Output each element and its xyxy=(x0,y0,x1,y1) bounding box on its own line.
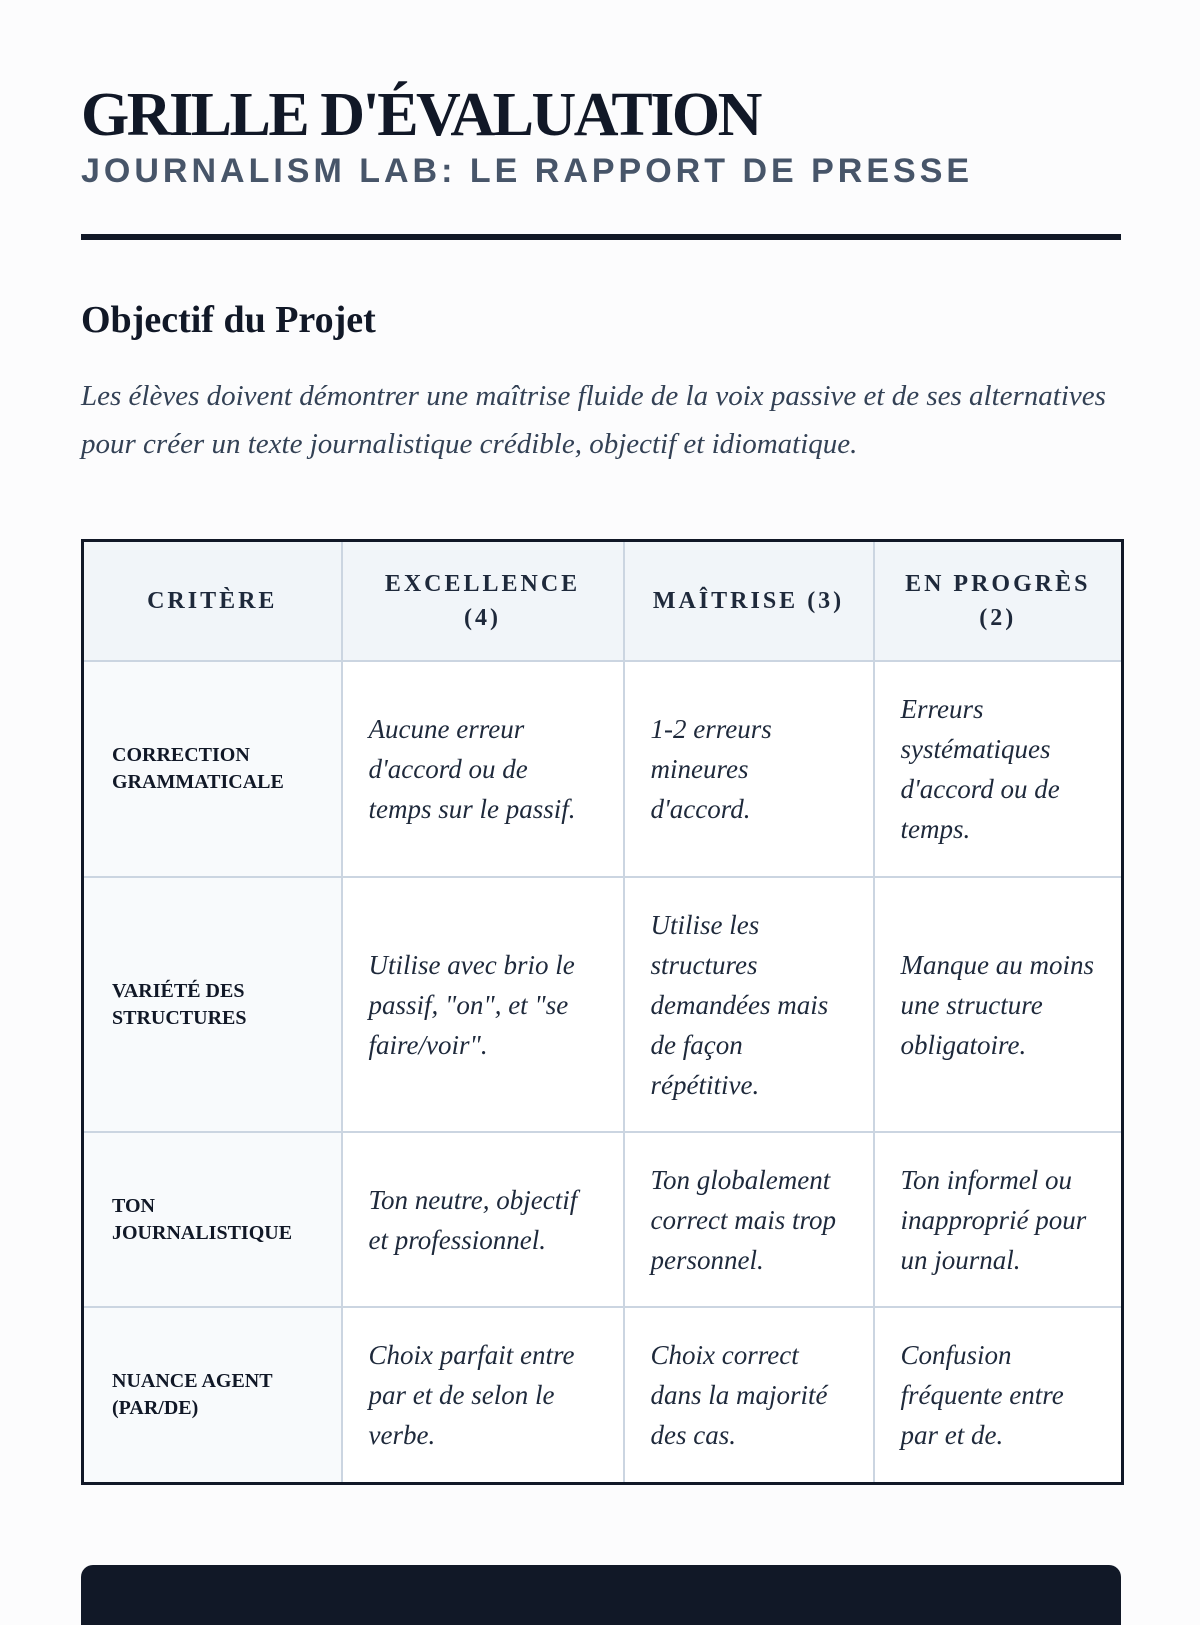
excellence-cell: Ton neutre, objectif et professionnel. xyxy=(342,1132,624,1307)
header-divider xyxy=(81,234,1121,240)
progres-cell: Confusion fréquente entre par et de. xyxy=(874,1307,1123,1483)
table-row xyxy=(83,877,1123,1132)
page-title: GRILLE D'ÉVALUATION xyxy=(81,81,760,149)
excellence-cell: Utilise avec brio le passif, "on", et "se faire/voir". xyxy=(342,877,624,1132)
column-header-excellence: EXCELLENCE (4) xyxy=(342,541,624,662)
table-row xyxy=(83,661,1123,877)
excellence-cell: Choix parfait entre par et de selon le verbe. xyxy=(342,1307,624,1483)
maitrise-cell: Choix correct dans la majorité des cas. xyxy=(624,1307,874,1483)
objective-text: Les élèves doivent démontrer une maîtrise fluide de la voix passive et de ses alternatives pour créer un texte journalistique crédible, objectif et idiomatique. xyxy=(81,380,1106,460)
maitrise-cell: Utilise les structures demandées mais de façon répétitive. xyxy=(624,877,874,1132)
rubric-header-row xyxy=(83,541,1123,662)
table-row xyxy=(83,1307,1123,1483)
maitrise-cell: Ton globalement correct mais trop personnel. xyxy=(624,1132,874,1307)
table-row xyxy=(83,1132,1123,1307)
footer-bar xyxy=(81,1565,1121,1625)
excellence-cell: Aucune erreur d'accord ou de temps sur le passif. xyxy=(342,661,624,877)
column-header-en-progres: EN PROGRÈS (2) xyxy=(874,541,1123,662)
rubric-table xyxy=(81,539,1124,1485)
column-header-maitrise: MAÎTRISE (3) xyxy=(624,541,874,662)
progres-cell: Ton informel ou inapproprié pour un journal. xyxy=(874,1132,1123,1307)
criterion-cell: NUANCE AGENT (PAR/DE) xyxy=(83,1307,342,1483)
criterion-cell: TON JOURNALISTIQUE xyxy=(83,1132,342,1307)
criterion-cell: VARIÉTÉ DES STRUCTURES xyxy=(83,877,342,1132)
column-header-critere: CRITÈRE xyxy=(83,541,342,662)
criterion-cell: CORRECTION GRAMMATICALE xyxy=(83,661,342,877)
maitrise-cell: 1-2 erreurs mineures d'accord. xyxy=(624,661,874,877)
progres-cell: Manque au moins une structure obligatoire. xyxy=(874,877,1123,1132)
progres-cell: Erreurs systématiques d'accord ou de temps. xyxy=(874,661,1123,877)
objective-heading: Objectif du Projet xyxy=(81,299,376,341)
page-subtitle: JOURNALISM LAB: LE RAPPORT DE PRESSE xyxy=(81,152,974,190)
